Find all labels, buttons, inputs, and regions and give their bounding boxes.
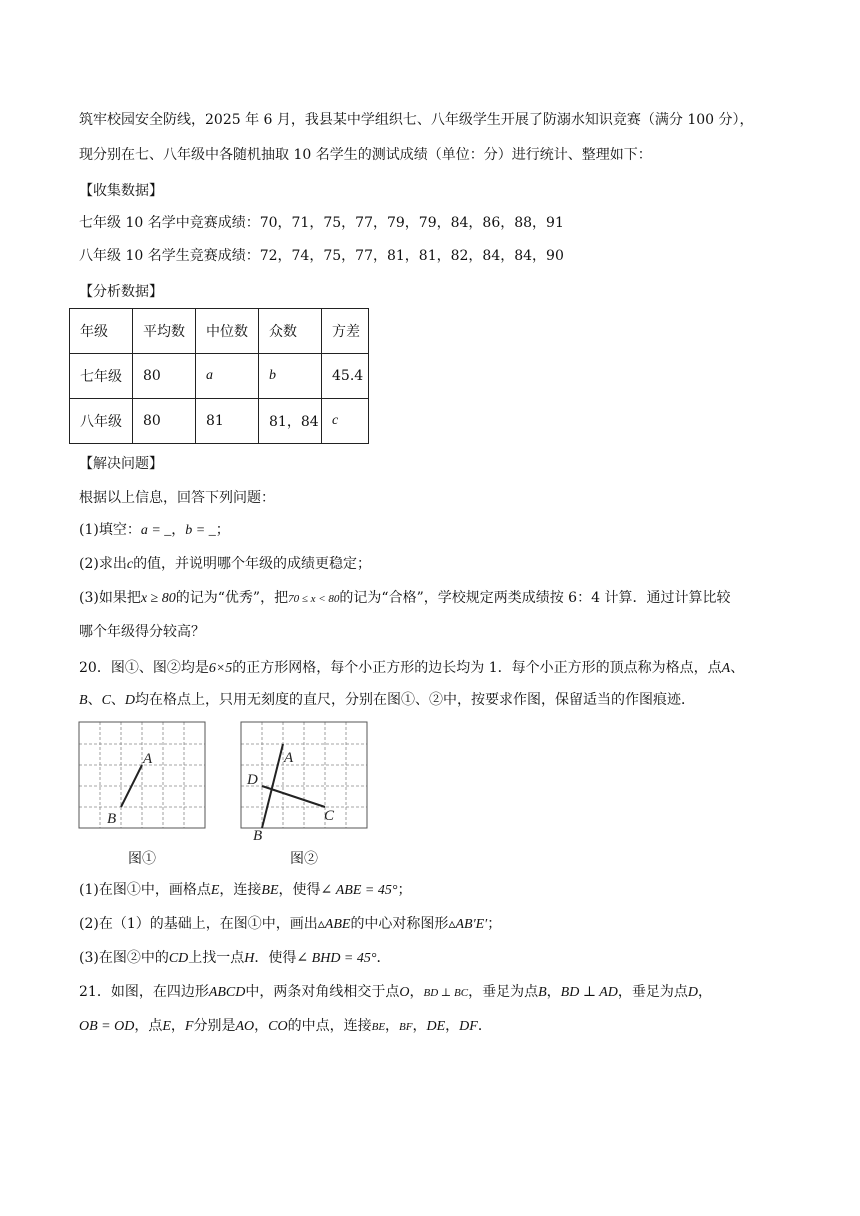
eq-ob-od: OB = OD [79, 1019, 135, 1034]
q1-sep: ， [171, 522, 186, 538]
q20-s3-text: (3)在图②中的 [79, 950, 169, 966]
q1-a-expr: a = _ [140, 523, 172, 538]
cell: 七年级 [70, 354, 133, 399]
q20-s1-end: ； [397, 882, 412, 898]
cell: 80 [133, 399, 196, 444]
segment-cd-label: CD [168, 951, 189, 966]
q21-text: 21．如图，在四边形 [79, 984, 209, 1000]
q20-s3-text: ．使得 [254, 950, 297, 966]
solve-heading: 【解决问题】 [79, 456, 163, 472]
analyze-heading: 【分析数据】 [79, 284, 163, 300]
separator: 、 [730, 660, 745, 676]
angle-abe: ∠ ABE = 45° [320, 883, 398, 898]
point-d: D [687, 985, 699, 1000]
point-e: E [210, 883, 220, 898]
q20-s2-end: ； [487, 916, 502, 932]
q3-suffix: 的记为“合格”，学校规定两类成绩按 6：4 计算．通过计算比较 [339, 590, 731, 606]
q1-end: ； [215, 522, 230, 538]
q21-text: 的中点，连接 [287, 1018, 372, 1034]
point-a: A [721, 661, 731, 676]
figure-1-label-b: B [107, 811, 117, 827]
figure-2-label-d: D [247, 772, 258, 788]
triangle-ab-prime-e-prime: ▵AB′E′ [448, 917, 488, 932]
angle-bhd: ∠ BHD = 45° [296, 951, 377, 966]
segment-be: BE [261, 883, 279, 898]
separator: 、 [110, 692, 125, 708]
comma: ， [698, 984, 713, 1000]
segment-co: CO [268, 1019, 288, 1034]
grade8-scores: 八年级 10 名学生竞赛成绩：72，74，75，77，81，81，82，84，84，90 [79, 248, 564, 264]
cell: a [196, 354, 259, 399]
q3-prefix: (3)如果把 [79, 590, 141, 606]
collect-heading: 【收集数据】 [79, 183, 163, 199]
cell: 80 [133, 354, 196, 399]
intro-line-2: 现分别在七、八年级中各随机抽取 10 名学生的测试成绩（单位：分）进行统计、整理如下： [79, 147, 652, 163]
cell: b [259, 354, 322, 399]
q20-s1-text: ，连接 [219, 882, 262, 898]
figure-2-label-c: C [324, 808, 335, 824]
q20-s2-text: 的中心对称图形 [350, 916, 449, 932]
quad-abcd: ABCD [208, 985, 246, 1000]
perp-bd-bc: BD ⊥ BC [423, 987, 469, 999]
header-mode: 众数 [259, 309, 322, 354]
q20-sub-2 [79, 914, 501, 935]
segment-bf: BF [399, 1021, 413, 1033]
q21-line-1 [79, 982, 712, 1003]
figure-2-caption: 图② [290, 851, 318, 867]
point-f: F [184, 1019, 194, 1034]
point-h: H [244, 951, 255, 966]
perp-bd-ad: BD ⊥ AD [560, 985, 618, 1000]
q21-text: 中，两条对角线相交于点 [245, 984, 400, 1000]
figure-2-label-b: B [253, 828, 263, 844]
table-row [70, 354, 369, 399]
segment-ao: AO [235, 1019, 255, 1034]
q1-b-expr: b = _ [185, 523, 216, 538]
separator: 、 [87, 692, 102, 708]
comma: ， [385, 1018, 400, 1034]
comma: ， [409, 984, 424, 1000]
q20-text: 的正方形网格，每个小正方形的边长均为 1．每个小正方形的顶点称为格点，点 [232, 660, 722, 676]
q2-suffix: 的值，并说明哪个年级的成绩更稳定； [133, 556, 372, 572]
q1-prefix: (1)填空： [79, 522, 141, 538]
comma: ， [546, 984, 561, 1000]
table-row [70, 399, 369, 444]
q21-line-2 [79, 1016, 492, 1037]
q2-prefix: (2)求出 [79, 556, 127, 572]
q2-var: c [126, 557, 134, 572]
question-3 [79, 588, 730, 609]
comma: ， [412, 1018, 427, 1034]
q20-s1-text: (1)在图①中，画格点 [79, 882, 211, 898]
cell: 八年级 [70, 399, 133, 444]
triangle-abe: ▵ABE [317, 917, 351, 932]
segment-de: DE [426, 1019, 446, 1034]
cell: 81，84 [259, 399, 322, 444]
header-mean: 平均数 [133, 309, 196, 354]
q20-line-1 [79, 658, 744, 679]
point-e: E [162, 1019, 171, 1034]
point-b: B [79, 693, 88, 708]
comma: ， [170, 1018, 185, 1034]
q20-sub-3 [79, 948, 390, 969]
cell: 45.4 [322, 354, 369, 399]
solve-prompt: 根据以上信息，回答下列问题： [79, 490, 275, 506]
q20-grid-size: 6×5 [208, 661, 233, 676]
q21-end: ． [477, 1018, 492, 1034]
q20-sub-1 [79, 880, 411, 901]
segment-df: DF [459, 1019, 478, 1034]
segment-be: BE [371, 1021, 386, 1033]
point-d: D [124, 693, 136, 708]
figure-1-caption: 图① [128, 851, 156, 867]
q21-text: ，垂足为点 [468, 984, 539, 1000]
q20-s3-text: 上找一点 [188, 950, 245, 966]
q20-text: 均在格点上，只用无刻度的直尺，分别在图①、②中，按要求作图，保留适当的作图痕迹． [135, 692, 696, 708]
figure-1-label-a: A [143, 751, 153, 767]
q21-text: ，点 [134, 1018, 163, 1034]
intro-line-1: 筑牢校园安全防线，2025 年 6 月，我县某中学组织七、八年级学生开展了防溺水知识竞赛（满分 100 分）， [79, 112, 754, 128]
header-grade: 年级 [70, 309, 133, 354]
table-header-row [70, 309, 369, 354]
comma: ， [254, 1018, 269, 1034]
question-3-line-2: 哪个年级得分较高？ [79, 624, 205, 640]
q3-cond2: 70 ≤ x < 80 [288, 593, 340, 605]
point-b: B [538, 985, 547, 1000]
q20-s1-text: ，使得 [278, 882, 321, 898]
comma: ， [445, 1018, 460, 1034]
point-c: C [101, 693, 111, 708]
cell: c [322, 399, 369, 444]
figure-2-label-a: A [284, 750, 294, 766]
question-2 [79, 554, 371, 575]
cell: 81 [196, 399, 259, 444]
q3-mid: 的记为“优秀”，把 [175, 590, 289, 606]
point-o: O [399, 985, 410, 1000]
q21-text: ，垂足为点 [617, 984, 688, 1000]
q20-s2-text: (2)在（1）的基础上，在图①中，画出 [79, 916, 318, 932]
segment-cd [262, 786, 325, 807]
q20-s3-end: ． [376, 950, 391, 966]
header-median: 中位数 [196, 309, 259, 354]
q20-line-2 [79, 690, 695, 711]
figure-1-grid [77, 720, 207, 830]
question-1 [79, 520, 230, 541]
figure-2-grid [239, 720, 369, 844]
q21-text: 分别是 [193, 1018, 236, 1034]
header-variance: 方差 [322, 309, 369, 354]
grade7-scores: 七年级 10 名学中竞赛成绩：70，71，75，77，79，79，84，86，88，91 [79, 215, 564, 231]
stats-table [69, 308, 369, 444]
q20-text: 20．图①、图②均是 [79, 660, 209, 676]
q3-cond1: x ≥ 80 [140, 591, 176, 606]
